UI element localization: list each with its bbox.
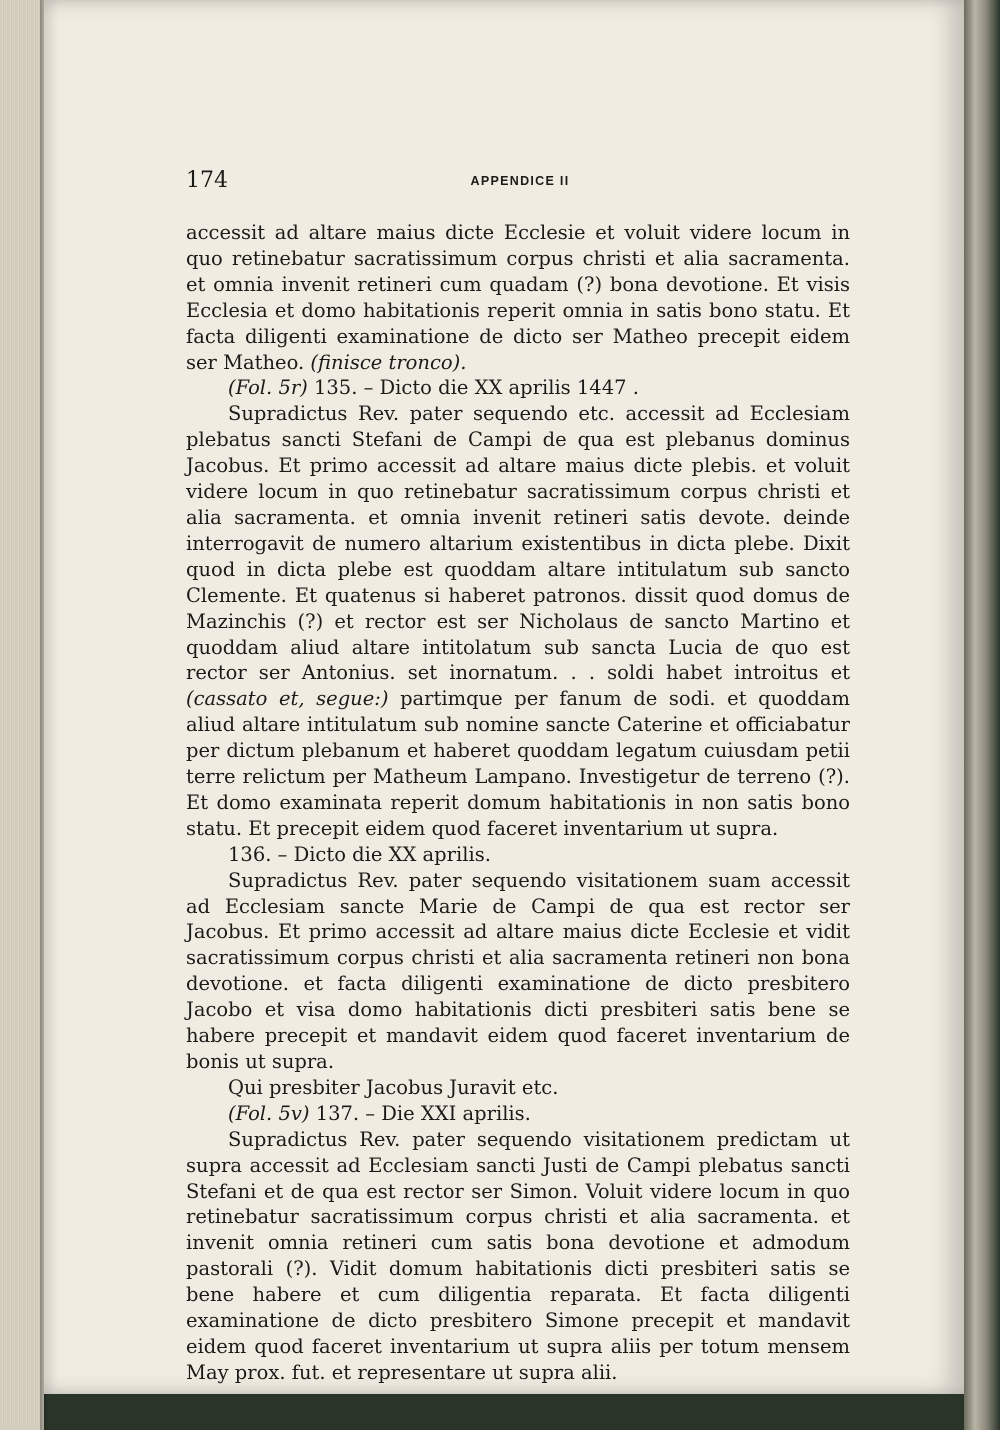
entry-heading-137 — [186, 1101, 850, 1127]
entry-heading-text: 137. – Die XXI aprilis. — [315, 1101, 531, 1125]
paragraph-text: partimque per fanum de sodi. et quoddam aliud altare intitulatum sub nomine sancte Caterine et officiabatur per dictum plebanum et haberet quoddam legatum cuiusdam petii terre relictum per Matheum Lampano. Investigetur de terreno (?). Et domo examinata reperit domum habitationis in non satis bono statu. Et precepit eidem quod faceret inventarium ut supra. — [186, 687, 850, 840]
oath-line — [186, 1075, 850, 1101]
book-right-edge — [964, 0, 1000, 1430]
paragraph-text: Supradictus Rev. pater sequendo etc. accessit ad Ecclesiam plebatus sancti Stefani de Campi de qua est plebanus dominus Jacobus. Et primo accessit ad altare maius dicte plebis. et voluit videre locum in quo retinebatur sacratissimum corpus christi et alia sacramenta. et omnia invenit retineri satis devote. deinde interrogavit de numero altarium existentibus in dicta plebe. Dixit quod in dicta plebe est quoddam altare intitulatum sub sancto Clemente. Et quatenus si haberet patronos. dissit quod domus de Mazinchis (?) et rector est ser Nicholaus de sancto Martino et quoddam aliud altare intitolatum sub sancta Lucia de quo est rector ser Antonius. set inornatum. . . soldi habet introitus et — [186, 402, 850, 685]
folio-reference: (Fol. 5v) — [228, 1101, 310, 1125]
paragraph-text: accessit ad altare maius dicte Ecclesie et voluit videre locum in quo retinebatur sacratissimum corpus christi et alia sacramenta. et omnia invenit retineri cum quadam (?) bona devotione. Et visis Ecclesia et domo habitationis reperit omnia in satis bono statu. Et facta diligenti examinatione de dicto ser Matheo precepit eidem ser Matheo. — [186, 221, 850, 374]
paragraph-text: Supradictus Rev. pater sequendo visitationem suam accessit ad Ecclesiam sancte Marie de Campi de qua est rector ser Jacobus. Et primo accessit ad altare maius dicte Ecclesie et vidit sacratissimum corpus christi et alia sacramenta retineri non bona devotione. et facta diligenti examinatione de dicto presbitero Jacobo et visa domo habitationis dicti presbiteri satis bene se habere precepit et mandavit eidem quod faceret inventarium de bonis ut supra. — [186, 868, 850, 1073]
entry-heading-135 — [186, 375, 850, 401]
entry-paragraph-136 — [186, 868, 850, 1075]
running-head — [186, 168, 854, 196]
book-page-edges — [0, 0, 44, 1430]
entry-heading-text: 136. – Dicto die XX aprilis. — [228, 842, 491, 866]
running-head-title: APPENDICE II — [470, 174, 570, 188]
entry-heading-136 — [186, 842, 850, 868]
paragraph-text: Supradictus Rev. pater sequendo visitationem predictam ut supra accessit ad Ecclesiam sancti Justi de Campi plebatus sancti Stefani et de qua est rector ser Simon. Voluit videre locum in quo retinebatur sacratissimum corpus christi et alia sacramenta. et invenit omnia retineri cum satis bona devotione et admodum pastorali (?). Vidit domum habitationis dicti presbiteri satis se bene habere et cum diligentia reparata. Et facta diligenti examinatione de dicto presbitero Simone precepit et mandavit eidem quod faceret inventarium ut supra aliis per totum mensem May prox. fut. et representare ut supra alii. — [186, 1127, 850, 1384]
paragraph-text: Qui presbiter Jacobus Juravit etc. — [228, 1075, 559, 1099]
page-number: 174 — [186, 168, 228, 193]
body-text — [186, 220, 850, 1386]
folio-reference: (Fol. 5r) — [228, 376, 308, 400]
editorial-note: (cassato et, segue:) — [186, 687, 389, 711]
entry-heading-text: 135. – Dicto die XX aprilis 1447 . — [313, 376, 639, 400]
paragraph-continued — [186, 220, 850, 375]
entry-paragraph-137 — [186, 1127, 850, 1386]
entry-paragraph-135 — [186, 401, 850, 841]
editorial-note: (finisce tronco). — [310, 350, 467, 374]
